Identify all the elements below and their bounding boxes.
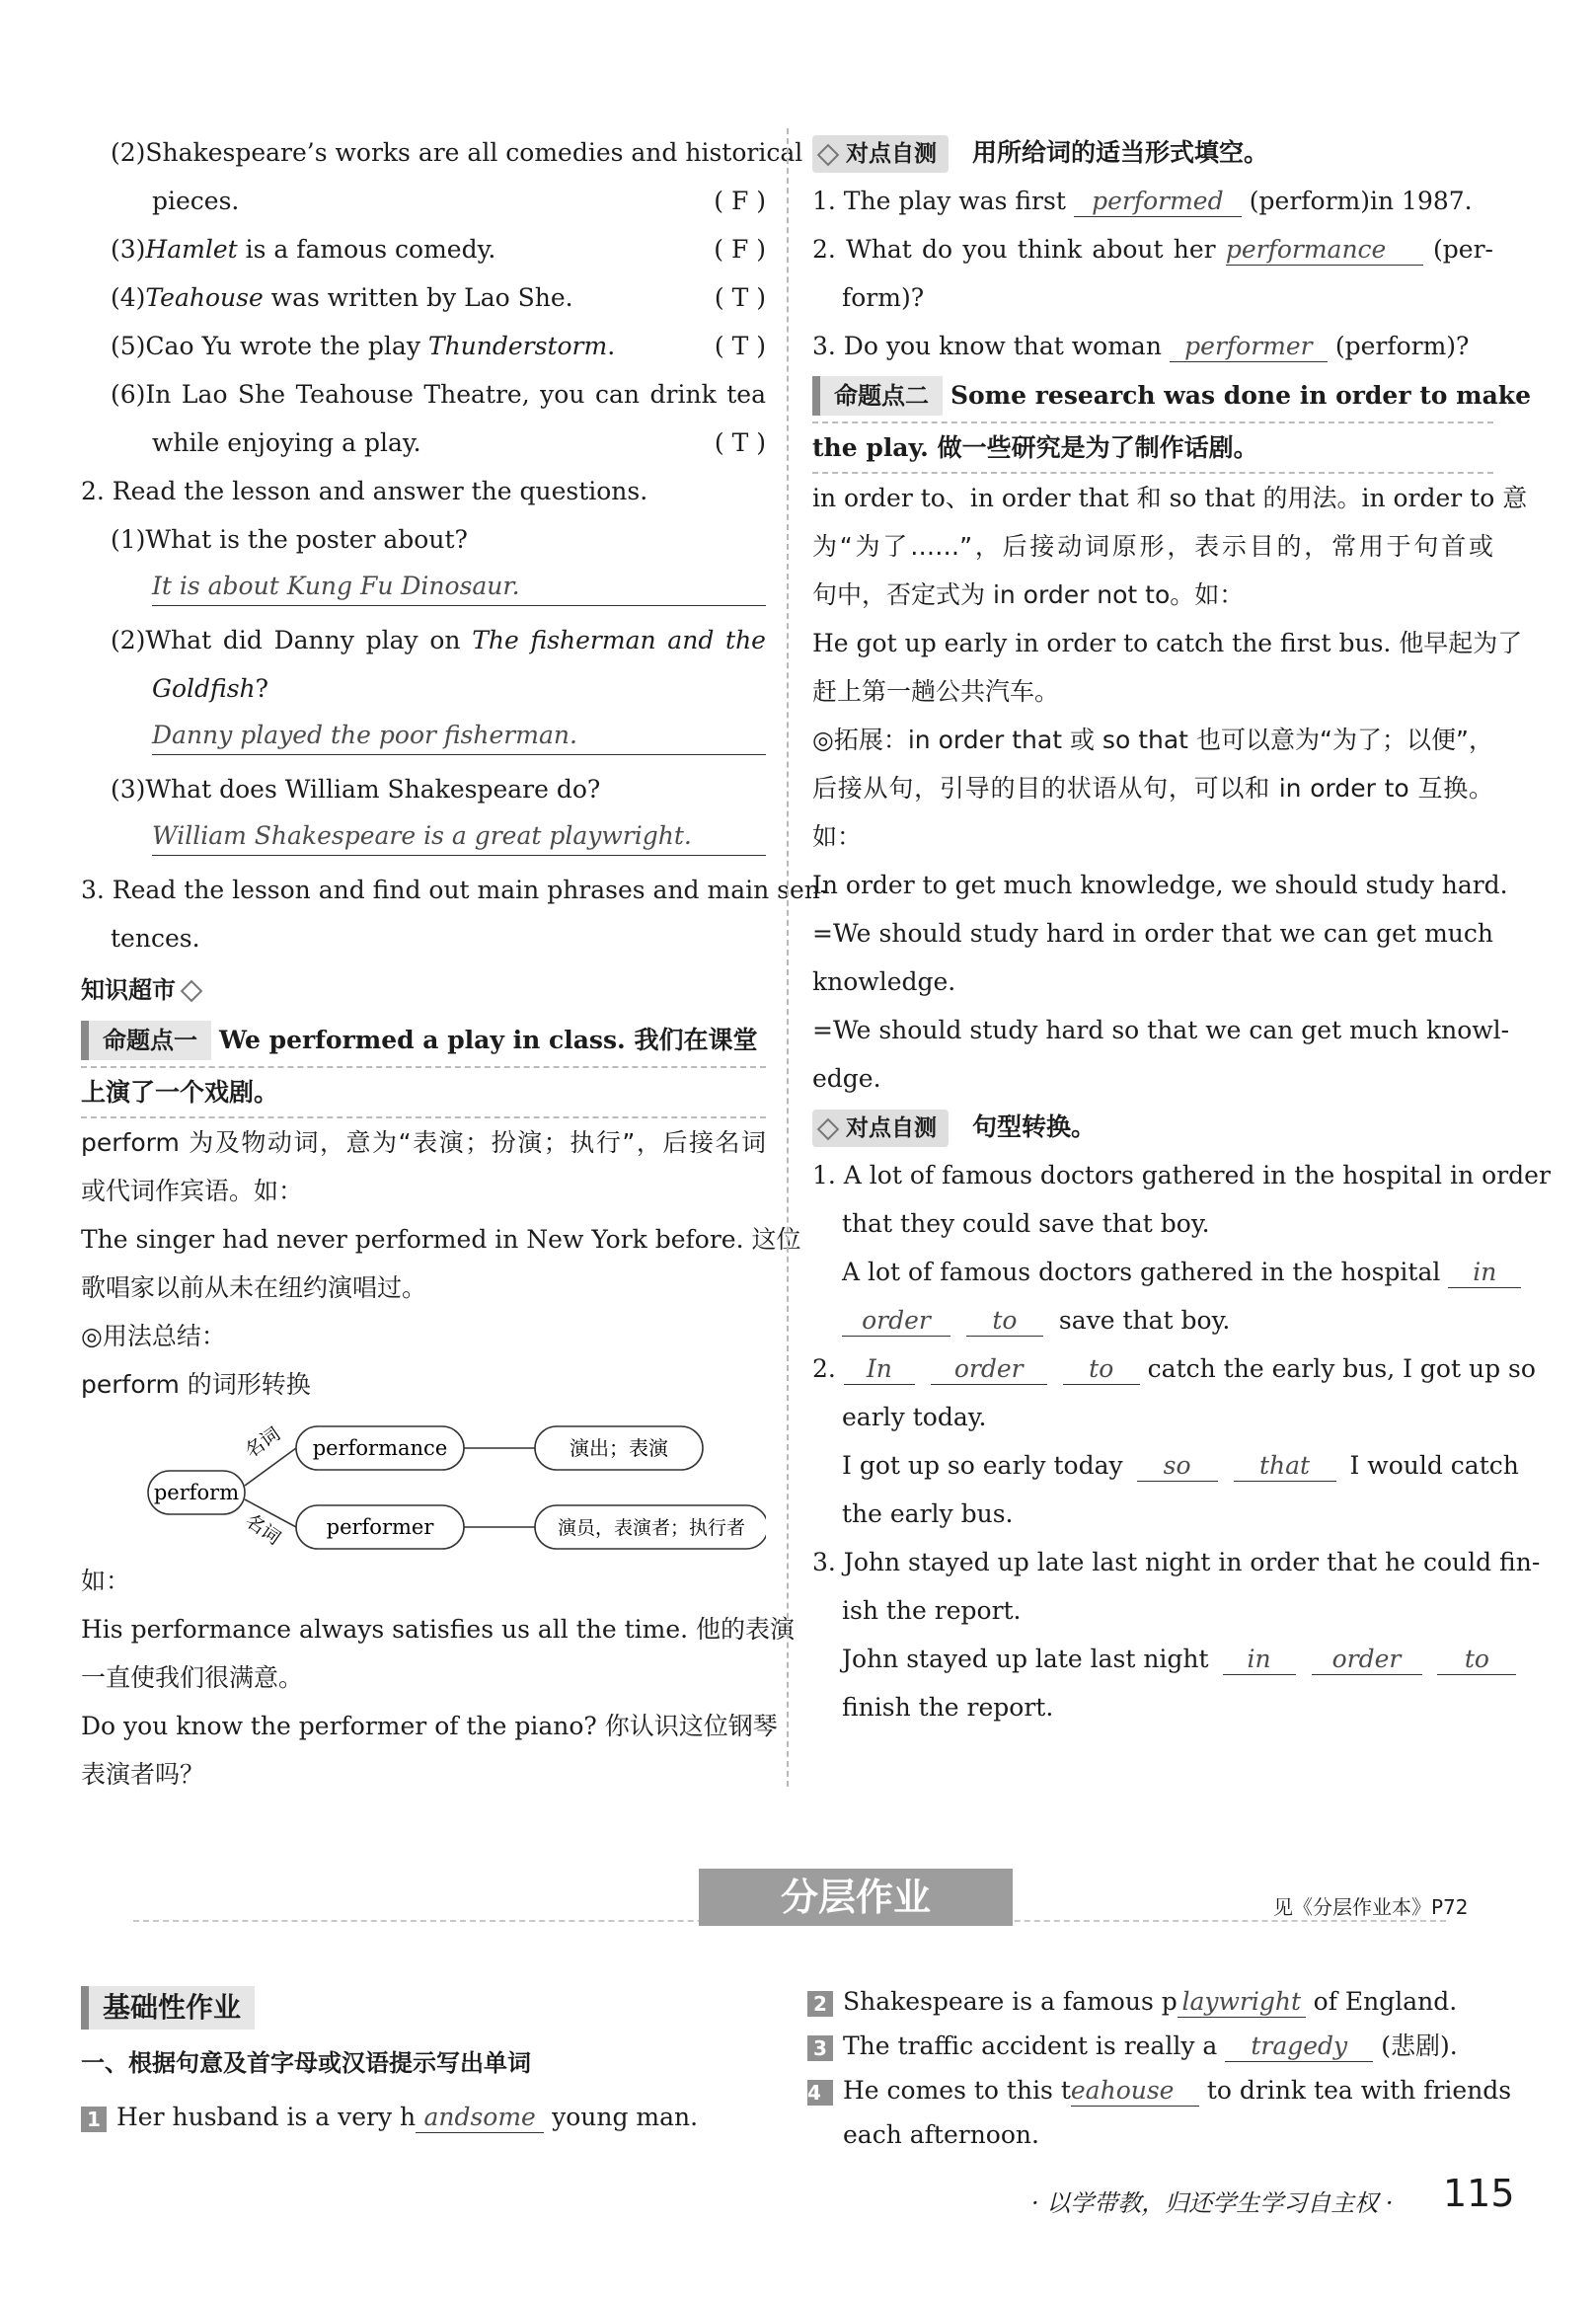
st1-item-2: 2. What do you think about her performance (per- xyxy=(812,235,1493,264)
tf-item-2: (2)Shakespeare’s works are all comedies and historical xyxy=(111,138,803,167)
homework-item-4-cont: each afternoon. xyxy=(843,2120,1039,2149)
answer-blank: that xyxy=(1234,1451,1336,1482)
question-3: 3. Read the lesson and find out main phrases and main sen- xyxy=(81,876,829,904)
p2-line: =We should study hard in order that we can get much xyxy=(812,919,1493,948)
answer-blank: to xyxy=(1063,1354,1140,1385)
st2-q3-rewrite: John stayed up late last night in order to xyxy=(812,1635,1493,1683)
st2-q1-rewrite-cont: order to save that boy. xyxy=(812,1296,1493,1344)
p2-line: 为“为了……”，后接动词原形，表示目的，常用于句首或 xyxy=(812,532,1493,561)
st2-q1-rewrite: A lot of famous doctors gathered in the hospital in xyxy=(812,1248,1493,1296)
q2-item-1: (1)What is the poster about? xyxy=(111,525,468,554)
st2-q2: 2. In order to catch the early bus, I got up so xyxy=(812,1354,1536,1383)
p1-line: The singer had never performed in New York before. 这位 xyxy=(81,1225,801,1254)
answer-blank: performance xyxy=(1226,235,1423,266)
st2-q1: 1. A lot of famous doctors gathered in the hospital in order xyxy=(812,1161,1551,1189)
st2-q2-rewrite: I got up so early today so that I would catch xyxy=(842,1451,1519,1480)
st2-q2-rewrite-cont: the early bus. xyxy=(842,1499,1014,1528)
answer-blank: order xyxy=(842,1306,950,1337)
p2-line: =We should study hard so that we can get much knowl- xyxy=(812,1016,1510,1044)
example-line: Do you know the performer of the piano? 你认识这位钢琴 xyxy=(81,1712,778,1740)
selftest2-header: 对点自测 句型转换。 xyxy=(812,1103,1493,1151)
p2-line: in order to、in order that 和 so that 的用法。in order to 意 xyxy=(812,484,1528,512)
selftest1-header: 对点自测 用所给词的适当形式填空。 xyxy=(812,128,1493,177)
st2-q2-cont: early today. xyxy=(842,1403,987,1431)
tf-item-6: (6)In Lao She Teahouse Theatre, you can drink tea xyxy=(111,380,766,409)
q2-item-3: (3)What does William Shakespeare do? xyxy=(111,775,601,804)
p2-line: knowledge. xyxy=(812,967,956,996)
tf-answer: ( T ) xyxy=(714,332,766,360)
tf-answer: ( F ) xyxy=(714,235,766,264)
diamond-icon xyxy=(817,143,840,166)
example-line: 一直使我们很满意。 xyxy=(81,1663,304,1692)
tf-item-4: (4)Teahouse was written by Lao She. ( T ) xyxy=(81,273,766,322)
q2-answer-1: It is about Kung Fu Dinosaur. xyxy=(81,568,766,616)
point1-title: 命题点一 We performed a play in class. 我们在课堂 xyxy=(81,1015,766,1068)
p2-line: He got up early in order to catch the first bus. 他早起为了 xyxy=(812,629,1523,657)
p1-line: 或代词作宾语。如： xyxy=(81,1177,304,1205)
footer-motto: · 以学带教，归还学生学习自主权 · xyxy=(1031,2189,1394,2217)
p1-line: perform 的词形转换 xyxy=(81,1370,311,1399)
tf-answer: ( T ) xyxy=(714,283,766,312)
point2-title-cont: the play. 做一些研究是为了制作话剧。 xyxy=(812,423,1493,474)
question-3-cont: tences. xyxy=(111,924,200,953)
answer-blank: performed xyxy=(1074,187,1242,217)
example-line: His performance always satisfies us all the time. 他的表演 xyxy=(81,1615,796,1644)
answer-blank: laywright xyxy=(1178,1987,1306,2018)
top-word: performance xyxy=(312,1436,448,1460)
answer-blank: in xyxy=(1448,1258,1521,1288)
homework-instruction: 一、根据句意及首字母或汉语提示写出单词 xyxy=(81,2049,531,2077)
homework-item-1: 1 Her husband is a very h andsome young man. xyxy=(81,2093,698,2141)
p1-line: ◎用法总结： xyxy=(81,1322,226,1350)
p1-line: 歌唱家以前从未在纽约演唱过。 xyxy=(81,1273,427,1302)
point2-title: 命题点二 Some research was done in order to make xyxy=(812,370,1493,423)
p2-line: edge. xyxy=(812,1064,881,1093)
st1-item-1: 1. The play was first performed (perform)in 1987. xyxy=(812,187,1473,215)
answer-blank: order xyxy=(1312,1645,1422,1675)
st1-item-3: 3. Do you know that woman performer (perform)? xyxy=(812,332,1470,360)
st2-q1-cont: that they could save that boy. xyxy=(842,1209,1210,1238)
q2-answer-2: Danny played the poor fisherman. xyxy=(81,717,766,765)
answer-blank: in xyxy=(1223,1645,1296,1675)
tf-answer: ( T ) xyxy=(714,428,766,457)
top-meaning: 演出；表演 xyxy=(570,1436,668,1460)
answer-blank: to xyxy=(966,1306,1043,1337)
q2-item-2: (2)What did Danny play on The fisherman and the xyxy=(111,626,766,654)
word-formation-diagram xyxy=(81,1409,766,1557)
section-title: 分层作业 xyxy=(699,1869,1013,1926)
column-divider xyxy=(787,128,789,1787)
tf-item-6-cont: while enjoying a play. ( T ) xyxy=(81,419,766,467)
basic-homework-title: 基础性作业 xyxy=(81,1986,255,2030)
st2-q3-cont: ish the report. xyxy=(842,1596,1022,1625)
answer-blank: andsome xyxy=(416,2103,544,2133)
knowledge-title: 知识超市 xyxy=(81,966,766,1015)
st1-item-2-cont: form)? xyxy=(842,283,925,312)
st2-q3-rewrite-cont: finish the report. xyxy=(842,1693,1054,1722)
diamond-icon xyxy=(181,980,203,1003)
tf-item-2-cont: pieces. ( F ) xyxy=(81,177,766,225)
tf-item-3: (3)Hamlet is a famous comedy. ( F ) xyxy=(81,225,766,273)
answer-blank: order xyxy=(931,1354,1047,1385)
tf-item-5: (5)Cao Yu wrote the play Thunderstorm. ( T ) xyxy=(81,322,766,370)
point2-tag: 命题点二 xyxy=(812,376,943,416)
point1-tag: 命题点一 xyxy=(81,1021,211,1060)
root-word: perform xyxy=(153,1481,240,1504)
question-2-title: 2. Read the lesson and answer the questions. xyxy=(81,477,648,505)
right-column xyxy=(812,128,1551,1731)
answer-blank: so xyxy=(1137,1451,1218,1482)
selftest2-tag: 对点自测 xyxy=(812,1110,949,1147)
branch-top-label: 名词 xyxy=(241,1422,284,1463)
selftest1-tag: 对点自测 xyxy=(812,135,949,173)
homework-item-2: 2 Shakespeare is a famous p laywright of England. xyxy=(807,1977,1457,2026)
p2-line: 句中，否定式为 in order not to。如： xyxy=(812,580,1245,609)
st2-q3: 3. John stayed up late last night in order that he could fin- xyxy=(812,1548,1541,1576)
section-reference: 见《分层作业本》P72 xyxy=(1273,1895,1469,1919)
p2-line: 后接从句，引导的目的状语从句，可以和 in order to 互换。 xyxy=(812,774,1493,803)
homework-item-3: 3 The traffic accident is really a tragedy (悲剧). xyxy=(807,2022,1458,2070)
tf-answer: ( F ) xyxy=(714,187,766,215)
p2-line: ◎拓展：in order that 或 so that 也可以意为“为了；以便”， xyxy=(812,726,1493,754)
branch-bottom-label: 名词 xyxy=(241,1509,285,1550)
page-number: 115 xyxy=(1443,2172,1515,2215)
answer-blank: eahouse xyxy=(1071,2076,1199,2107)
bottom-meaning: 演员，表演者；执行者 xyxy=(557,1517,746,1539)
example-line: 表演者吗？ xyxy=(81,1760,205,1789)
p1-line: perform 为及物动词，意为“表演；扮演；执行”，后接名词 xyxy=(81,1128,766,1157)
point1-title-cont: 上演了一个戏剧。 xyxy=(81,1068,766,1118)
left-column xyxy=(81,128,829,1799)
bottom-word: performer xyxy=(326,1515,434,1539)
answer-blank: performer xyxy=(1170,332,1328,362)
answer-blank: In xyxy=(844,1354,915,1385)
p2-line: 如： xyxy=(812,822,863,851)
homework-item-4: 4 He comes to this teahouse to drink tea with friends xyxy=(807,2076,1512,2105)
answer-blank: to xyxy=(1437,1645,1516,1675)
q2-item-2-cont: Goldfish? xyxy=(152,674,269,703)
p2-line: In order to get much knowledge, we should study hard. xyxy=(812,871,1508,899)
p2-line: 赶上第一趟公共汽车。 xyxy=(812,677,1060,706)
example-line: 如： xyxy=(81,1567,131,1595)
q2-answer-3: William Shakespeare is a great playwright. xyxy=(81,817,766,866)
diamond-icon xyxy=(817,1117,840,1140)
answer-blank: tragedy xyxy=(1225,2032,1373,2062)
